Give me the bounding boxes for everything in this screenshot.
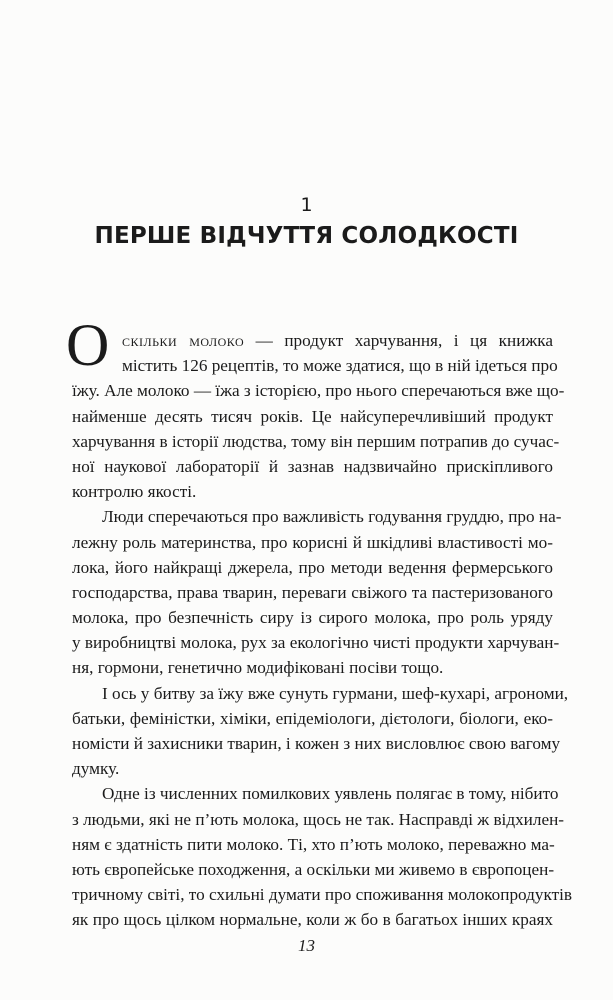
text-line: тричному світі, то схильні думати про споживання молокопродуктів: [72, 885, 573, 905]
text-line: ням є здатність пити молоко. Ті, хто п’ють молоко, переважно ма-: [72, 834, 555, 854]
text-line: ють європейське походження, а оскільки ми живемо в європоцен-: [72, 859, 555, 879]
small-caps-lead: скільки молоко: [122, 331, 245, 350]
text-line: їжу. Але молоко — їжа з історією, про нього сперечаються вже що-: [72, 381, 565, 401]
text-line: як про щось цілком нормальне, коли ж бо в багатьох інших краях: [72, 910, 553, 930]
text-line: [72, 328, 553, 353]
text-line: Люди сперечаються про важливість годування груддю, про на-: [102, 507, 562, 527]
text-line: номісти й захисники тварин, і кожен з них висловлює свою вагому: [72, 734, 561, 753]
chapter-title: ПЕРШЕ ВІДЧУТТЯ СОЛОДКОСТІ: [94, 223, 519, 249]
text-line: Одне із численних помилкових уявлень полягає в тому, нібито: [102, 784, 559, 804]
first-line-rest: — продукт харчування, і ця книжка: [244, 331, 553, 350]
text-line: харчування в історії людства, тому він першим потрапив до сучас-: [72, 431, 560, 451]
text-line: містить 126 рецептів, то може здатися, що в ній ідеться про: [122, 356, 558, 376]
text-line: І ось у битву за їжу вже сунуть гурмани, шеф-кухарі, агрономи,: [102, 683, 569, 703]
text-line: батьки, феміністки, хіміки, епідеміологи, дієтологи, біологи, еко-: [72, 708, 553, 728]
chapter-number: 1: [300, 194, 313, 216]
text-line: думку.: [72, 759, 120, 779]
page-number: 13: [298, 936, 315, 955]
drop-cap: О: [66, 312, 110, 378]
text-line: ної наукової лабораторії й зазнав надзвичайно прискіпливого: [72, 456, 553, 476]
body-text: [72, 328, 573, 933]
text-line: лока, його найкращі джерела, про методи ведення фермерського: [72, 557, 553, 577]
text-line: лежну роль материнства, про корисні й шкідливі властивості мо-: [72, 532, 553, 552]
text-line: ня, гормони, генетично модифіковані посіви тощо.: [72, 658, 444, 678]
text-line: господарства, права тварин, переваги свіжого та пастеризованого: [72, 582, 553, 602]
text-line: молока, про безпечність сиру із сирого молока, про роль уряду: [72, 608, 553, 628]
text-line: у виробництві молока, рух за екологічно чисті продукти харчуван-: [72, 633, 560, 653]
text-line: найменше десять тисяч років. Це найсуперечливіший продукт: [72, 406, 553, 426]
text-line: з людьми, які не п’ють молока, щось не так. Насправді ж відхилен-: [72, 809, 564, 829]
text-line: контролю якості.: [72, 482, 197, 502]
